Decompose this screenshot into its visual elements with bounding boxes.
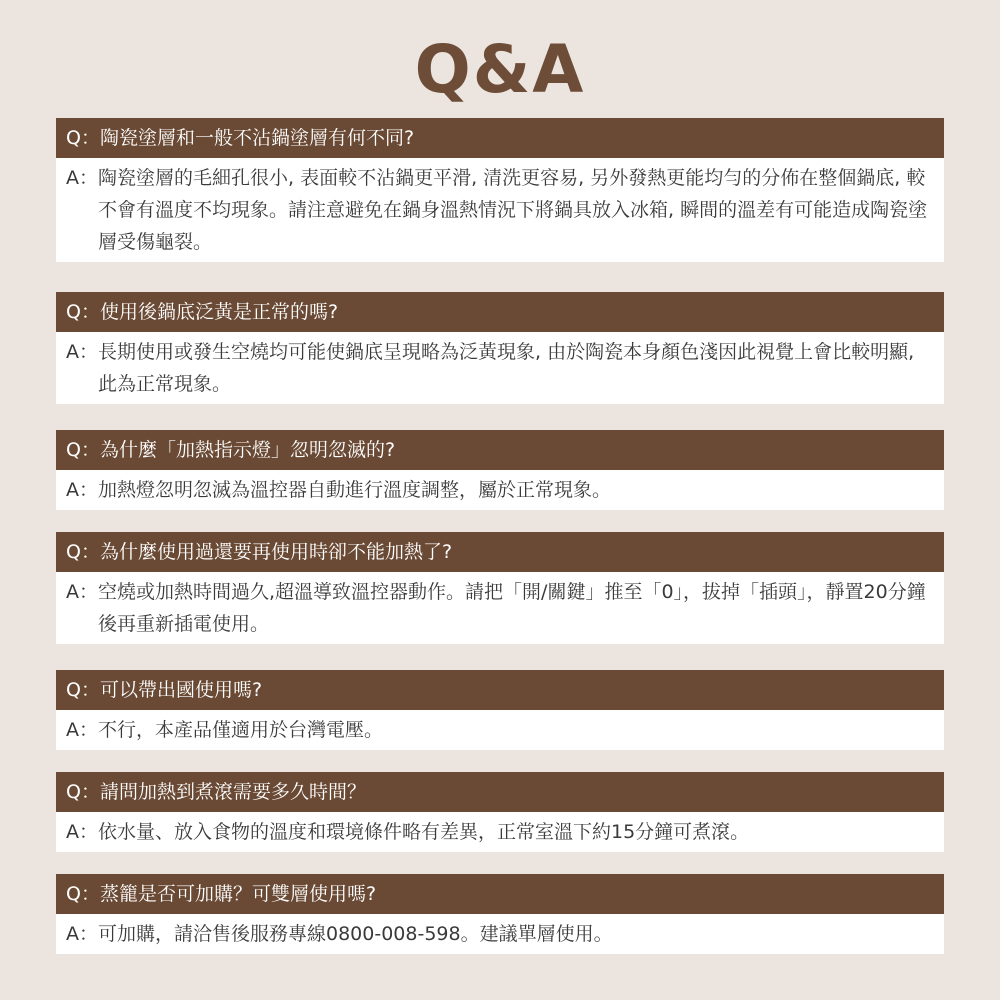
question-bar bbox=[56, 430, 944, 470]
question-text: 為什麼使用過還要再使用時卻不能加熱了? bbox=[99, 541, 453, 563]
answer-prefix: A： bbox=[66, 479, 98, 501]
question-bar bbox=[56, 670, 944, 710]
qa-item-7 bbox=[56, 874, 944, 954]
answer-box bbox=[56, 812, 944, 852]
answer-text: 長期使用或發生空燒均可能使鍋底呈現略為泛黃現象, 由於陶瓷本身顏色淺因此視覺上會比較明顯, 此為正常現象。 bbox=[98, 341, 915, 395]
answer-prefix: A： bbox=[66, 719, 98, 741]
answer-box bbox=[56, 572, 944, 644]
page-title: Q&A bbox=[414, 31, 586, 108]
answer-prefix: A： bbox=[66, 167, 98, 189]
answer-prefix: A： bbox=[66, 923, 98, 945]
question-bar bbox=[56, 874, 944, 914]
question-prefix: Q： bbox=[66, 541, 100, 563]
answer-box bbox=[56, 158, 944, 262]
answer-prefix: A： bbox=[66, 821, 98, 843]
question-prefix: Q： bbox=[66, 781, 100, 803]
question-text: 使用後鍋底泛黃是正常的嗎? bbox=[99, 301, 339, 323]
answer-text: 陶瓷塗層的毛細孔很小, 表面較不沾鍋更平滑, 清洗更容易, 另外發熱更能均勻的分佈在整個鍋底, 較不會有溫度不均現象。請注意避免在鍋身溫熱情況下將鍋具放入冰箱, 瞬間的溫差有可能造成陶瓷塗層受傷龜裂。 bbox=[98, 167, 928, 253]
question-text: 可以帶出國使用嗎? bbox=[99, 679, 263, 701]
question-prefix: Q： bbox=[66, 883, 100, 905]
answer-box bbox=[56, 914, 944, 954]
question-prefix: Q： bbox=[66, 439, 100, 461]
question-prefix: Q： bbox=[66, 301, 100, 323]
answer-box bbox=[56, 710, 944, 750]
answer-box bbox=[56, 470, 944, 510]
question-text: 蒸籠是否可加購？可雙層使用嗎? bbox=[99, 883, 377, 905]
qa-item-6 bbox=[56, 772, 944, 852]
question-text: 請問加熱到煮滾需要多久時間？ bbox=[99, 781, 366, 803]
qa-item-3 bbox=[56, 430, 944, 510]
answer-text: 加熱燈忽明忽滅為溫控器自動進行溫度調整，屬於正常現象。 bbox=[98, 479, 612, 501]
question-text: 陶瓷塗層和一般不沾鍋塗層有何不同? bbox=[99, 127, 415, 149]
question-bar bbox=[56, 532, 944, 572]
answer-text: 不行，本產品僅適用於台灣電壓。 bbox=[98, 719, 384, 741]
answer-text: 空燒或加熱時間過久,超溫導致溫控器動作。請把「開/關鍵」推至「0」，拔掉「插頭」，靜置20分鐘後再重新插電使用。 bbox=[98, 581, 926, 635]
answer-text: 可加購，請洽售後服務專線0800-008-598。建議單層使用。 bbox=[98, 923, 613, 945]
qa-item-1 bbox=[56, 118, 944, 262]
question-bar bbox=[56, 292, 944, 332]
answer-box bbox=[56, 332, 944, 404]
answer-text: 依水量、放入食物的溫度和環境條件略有差異，正常室溫下約15分鐘可煮滾。 bbox=[98, 821, 750, 843]
answer-prefix: A： bbox=[66, 581, 98, 603]
question-prefix: Q： bbox=[66, 679, 100, 701]
qa-item-5 bbox=[56, 670, 944, 750]
answer-prefix: A： bbox=[66, 341, 98, 363]
question-prefix: Q： bbox=[66, 127, 100, 149]
question-bar bbox=[56, 118, 944, 158]
qa-item-4 bbox=[56, 532, 944, 644]
qa-item-2 bbox=[56, 292, 944, 404]
question-bar bbox=[56, 772, 944, 812]
question-text: 為什麼「加熱指示燈」忽明忽滅的? bbox=[99, 439, 396, 461]
